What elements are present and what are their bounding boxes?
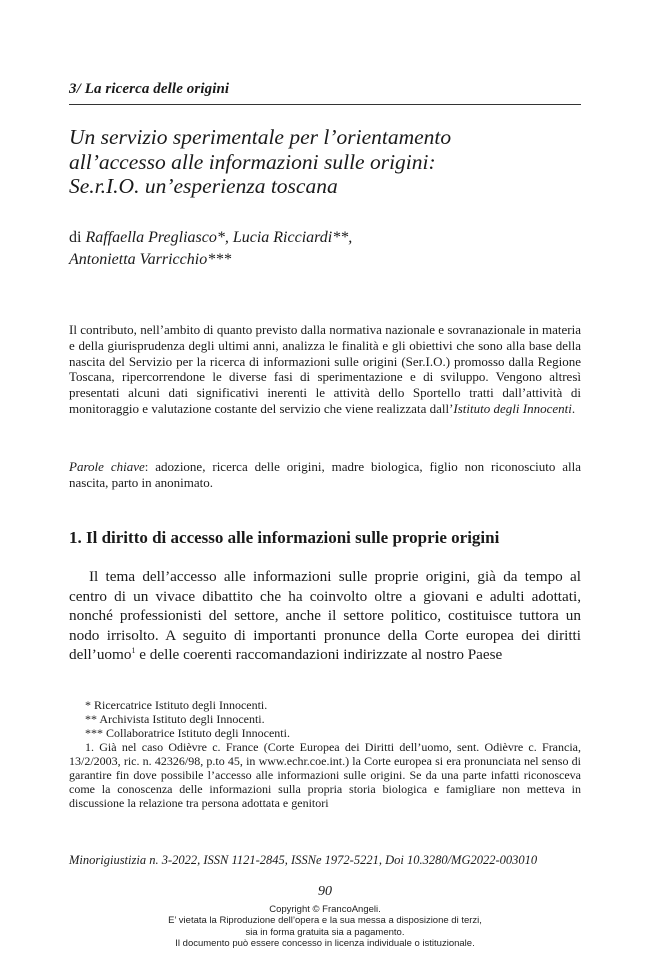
section-title: 3/ La ricerca delle origini — [69, 81, 230, 97]
abstract-end: . — [571, 400, 576, 416]
body-text-before: Il tema dell’accesso alle informazioni sulle proprie origini, già da tempo al centro di un vivace dibattito che ha coinvolto oltre a giovani e adulti adottati, nonché professionisti del settore, anche il settore politico, costituisce tuttora un nodo irrisolto. A seguito di importanti pronunce della Corte europea dei diritti dell’uomo — [69, 568, 581, 664]
article-title-line: Un servizio sperimentale per l’orientamento — [69, 125, 452, 149]
copyright-line: E’ vietata la Riproduzione dell’opera e la sua messa a disposizione di terzi, — [168, 915, 482, 927]
copyright-line: Copyright © FrancoAngeli. — [269, 904, 381, 915]
footnote-author-3: *** Collaboratrice Istituto degli Innocenti. — [85, 726, 290, 740]
article-title-line: all’accesso alle informazioni sulle origini: — [69, 149, 436, 174]
article-title-line: Se.r.I.O. un’esperienza toscana — [69, 174, 338, 198]
authors-names-line2: Antonietta Varricchio*** — [69, 251, 232, 268]
copyright-line: sia in forma gratuita sia a pagamento. — [245, 926, 405, 938]
article-title — [69, 125, 581, 199]
page-number: 90 — [318, 884, 332, 899]
authors-names-line1: Raffaella Pregliasco*, Lucia Ricciardi**, — [85, 229, 353, 246]
journal-citation: Minorigiustizia n. 3-2022, ISSN 1121-2845, ISSNe 1972-5221, Doi 10.3280/MG2022-003010 — [69, 853, 538, 867]
footnote-1: 1. Già nel caso Odièvre c. France (Corte Europea dei Diritti dell’uomo, sent. Odièvre c. Francia, 13/2/2003, ric. n. 42326/98, p.to 45, in www.echr.coe.int.) la Corte europea si era pronunciata nel senso di garantire fin dove possibile l’accesso alle informazioni sulle origini. Se da una parte infatti riconosceva come la conoscenza delle informazioni sulla propria storia biologica e famigliare non metteva in discussione la relazione tra persona adottata e genitori — [69, 740, 581, 810]
abstract-institute: Istituto degli Innocenti — [453, 400, 572, 416]
copyright-notice — [0, 904, 650, 949]
footnote-author-2: ** Archivista Istituto degli Innocenti. — [85, 712, 265, 726]
footnote-author-1: * Ricercatrice Istituto degli Innocenti. — [85, 698, 268, 712]
authors-prefix: di — [69, 229, 86, 246]
copyright-line: Il documento può essere concesso in licenza individuale o istituzionale. — [175, 937, 475, 949]
section-divider — [69, 104, 581, 105]
keywords-label: Parole chiave — [69, 459, 145, 474]
footnotes — [69, 698, 581, 810]
footnote-ref[interactable]: 1 — [131, 646, 136, 656]
section-header — [69, 81, 581, 98]
abstract-text: Il contributo, nell’ambito di quanto previsto dalla normativa nazionale e sovranazionale in materia e della giurisprudenza degli ultimi anni, analizza le finalità e gli obiettivi che sono alla base della nascita del Servizio per la ricerca di informazioni sulle origini (Ser.I.O.) promosso dalla Regione Toscana, ripercorrendone le diverse fasi di sperimentazione e di sviluppo. Vengono altresì presentati alcuni dati significativi inerenti le attività dello Sportello tratti dall’attività di monitoraggio e valutazione costante del servizio che viene realizzata dall’ — [69, 322, 581, 416]
authors — [69, 227, 581, 271]
section-heading: 1. Il diritto di accesso alle informazioni sulle proprie origini — [69, 528, 500, 547]
body-text-after: e delle coerenti raccomandazioni indirizzate al nostro Paese — [135, 646, 503, 664]
keywords-text: : adozione, ricerca delle origini, madre biologica, figlio non riconosciuto alla nascita, parto in anonimato. — [69, 459, 581, 490]
body-paragraph — [69, 567, 581, 665]
abstract — [69, 322, 581, 417]
keywords — [69, 459, 581, 491]
